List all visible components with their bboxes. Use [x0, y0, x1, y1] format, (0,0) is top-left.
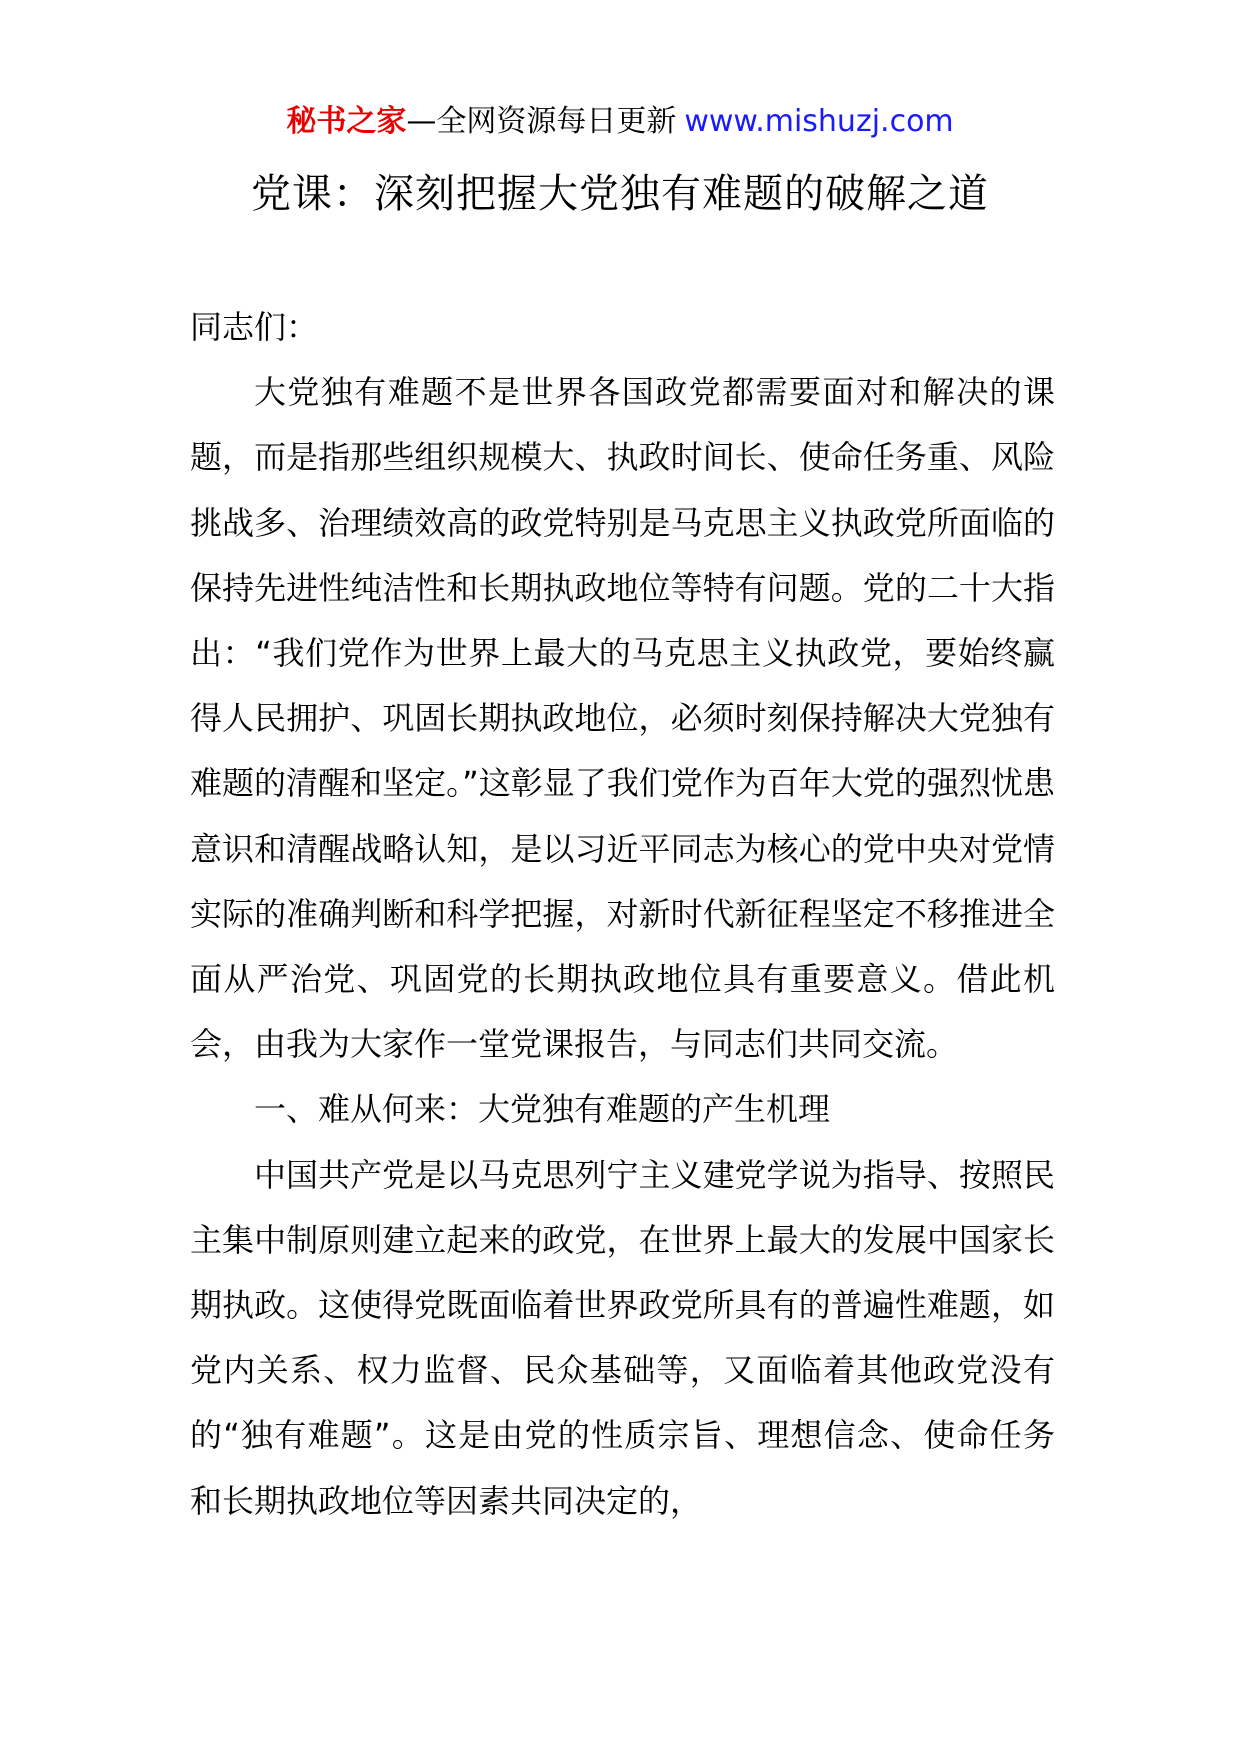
site-brand: 秘书之家: [286, 104, 407, 139]
site-tagline: —全网资源每日更新: [406, 104, 677, 139]
site-header: [0, 102, 1240, 142]
paragraph-intro: 大党独有难题不是世界各国政党都需要面对和解决的课题，而是指那些组织规模大、执政时间长、使命任务重、风险挑战多、治理绩效高的政党特别是马克思主义执政党所面临的保持先进性纯洁性和长期执政地位等特有问题。党的二十大指出：“我们党作为世界上最大的马克思主义执政党，要始终赢得人民拥护、巩固长期执政地位，必须时刻保持解决大党独有难题的清醒和坚定。”这彰显了我们党作为百年大党的强烈忧患意识和清醒战略认知，是以习近平同志为核心的党中央对党情实际的准确判断和科学把握，对新时代新征程坚定不移推进全面从严治党、巩固党的长期执政地位具有重要意义。借此机会，由我为大家作一堂党课报告，与同志们共同交流。: [190, 373, 1055, 1064]
section-heading-1: 一、难从何来：大党独有难题的产生机理: [254, 1090, 831, 1129]
salutation: 同志们：: [190, 308, 319, 346]
paragraph-section-1: 中国共产党是以马克思列宁主义建党学说为指导、按照民主集中制原则建立起来的政党，在世界上最大的发展中国家长期执政。这使得党既面临着世界政党所具有的普遍性难题，如党内关系、权力监督、民众基础等，又面临着其他政党没有的“独有难题”。这是由党的性质宗旨、理想信念、使命任务和长期执政地位等因素共同决定的，: [190, 1155, 1055, 1520]
document-title: 党课：深刻把握大党独有难题的破解之道: [251, 171, 989, 217]
site-url-link[interactable]: www.mishuzj.com: [684, 104, 954, 139]
document-body: [190, 295, 1055, 1534]
